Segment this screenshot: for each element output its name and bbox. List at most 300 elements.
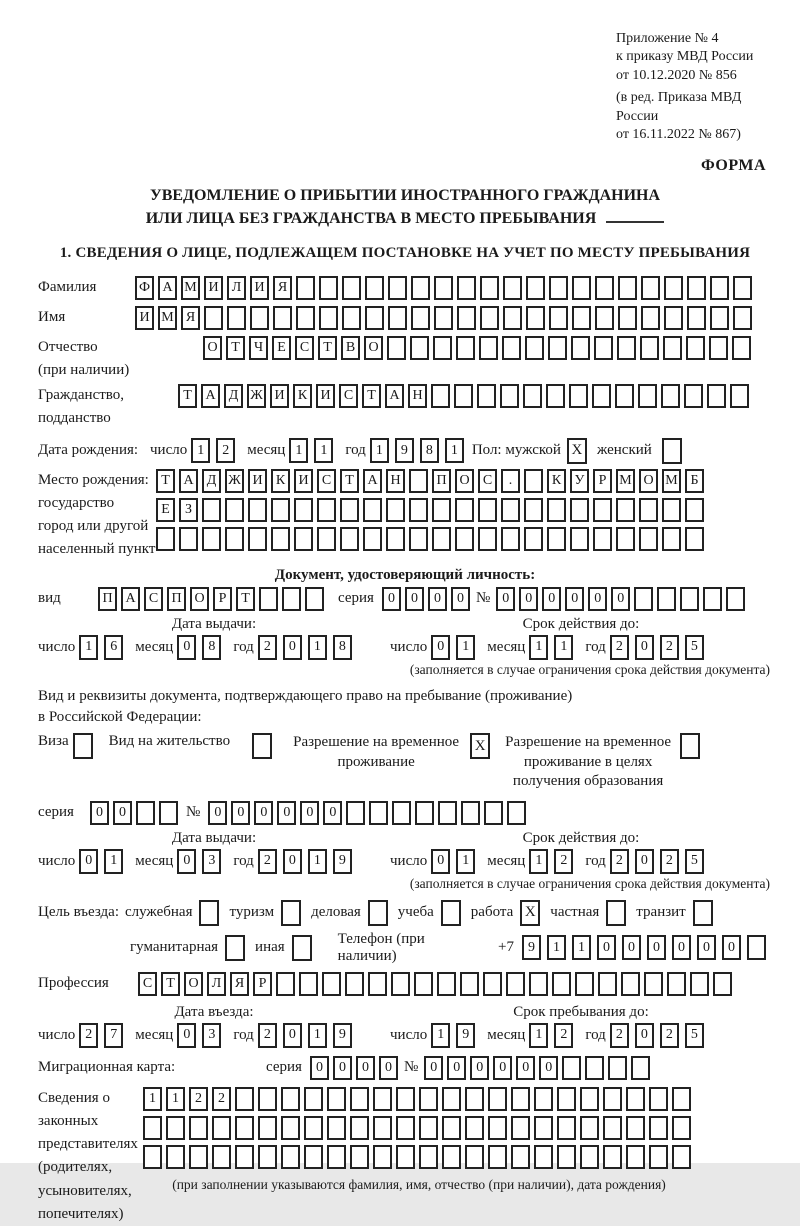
- char-cell[interactable]: 0: [283, 849, 302, 874]
- char-cell[interactable]: [386, 527, 405, 551]
- char-cell[interactable]: 0: [635, 1023, 654, 1048]
- char-cell[interactable]: [478, 527, 497, 551]
- char-cell[interactable]: [480, 276, 499, 300]
- char-cell[interactable]: [615, 384, 634, 408]
- char-cell[interactable]: Ж: [247, 384, 266, 408]
- char-cell[interactable]: [618, 276, 637, 300]
- char-cell[interactable]: [363, 527, 382, 551]
- char-cell[interactable]: [396, 1145, 415, 1169]
- char-cell[interactable]: [457, 306, 476, 330]
- char-cell[interactable]: [548, 336, 567, 360]
- char-cell[interactable]: 2: [79, 1023, 98, 1048]
- char-cell[interactable]: [641, 306, 660, 330]
- char-cell[interactable]: [350, 1087, 369, 1111]
- char-cell[interactable]: [626, 1145, 645, 1169]
- char-cell[interactable]: [282, 587, 301, 611]
- char-cell[interactable]: Т: [226, 336, 245, 360]
- char-cell[interactable]: [461, 801, 480, 825]
- char-cell[interactable]: 1: [104, 849, 123, 874]
- char-cell[interactable]: [663, 336, 682, 360]
- char-cell[interactable]: [322, 972, 341, 996]
- char-cell[interactable]: [304, 1145, 323, 1169]
- char-cell[interactable]: [672, 1145, 691, 1169]
- char-cell[interactable]: [664, 306, 683, 330]
- char-cell[interactable]: [603, 1145, 622, 1169]
- char-cell[interactable]: [431, 384, 450, 408]
- char-cell[interactable]: 1: [529, 635, 548, 660]
- char-cell[interactable]: [616, 498, 635, 522]
- char-cell[interactable]: Н: [408, 384, 427, 408]
- char-cell[interactable]: 0: [647, 935, 666, 960]
- char-cell[interactable]: [296, 306, 315, 330]
- char-cell[interactable]: К: [293, 384, 312, 408]
- char-cell[interactable]: М: [662, 469, 681, 493]
- char-cell[interactable]: [644, 972, 663, 996]
- char-cell[interactable]: [373, 1116, 392, 1140]
- char-cell[interactable]: Н: [386, 469, 405, 493]
- char-cell[interactable]: И: [204, 276, 223, 300]
- char-cell[interactable]: Р: [213, 587, 232, 611]
- char-cell[interactable]: 0: [588, 587, 607, 611]
- residence-permit-checkbox[interactable]: [252, 733, 272, 759]
- char-cell[interactable]: 1: [191, 438, 210, 463]
- char-cell[interactable]: [524, 527, 543, 551]
- char-cell[interactable]: [524, 469, 543, 493]
- char-cell[interactable]: [686, 336, 705, 360]
- char-cell[interactable]: [350, 1116, 369, 1140]
- char-cell[interactable]: [709, 336, 728, 360]
- char-cell[interactable]: [483, 972, 502, 996]
- char-cell[interactable]: [595, 306, 614, 330]
- char-cell[interactable]: П: [432, 469, 451, 493]
- char-cell[interactable]: [434, 276, 453, 300]
- char-cell[interactable]: [442, 1145, 461, 1169]
- char-cell[interactable]: [733, 276, 752, 300]
- char-cell[interactable]: 0: [277, 801, 296, 825]
- char-cell[interactable]: О: [455, 469, 474, 493]
- char-cell[interactable]: [733, 306, 752, 330]
- char-cell[interactable]: 1: [529, 849, 548, 874]
- char-cell[interactable]: [432, 527, 451, 551]
- char-cell[interactable]: [143, 1116, 162, 1140]
- char-cell[interactable]: 1: [289, 438, 308, 463]
- char-cell[interactable]: [570, 527, 589, 551]
- char-cell[interactable]: [281, 1116, 300, 1140]
- char-cell[interactable]: [525, 336, 544, 360]
- char-cell[interactable]: 0: [323, 801, 342, 825]
- char-cell[interactable]: 9: [333, 849, 352, 874]
- char-cell[interactable]: М: [616, 469, 635, 493]
- char-cell[interactable]: [391, 972, 410, 996]
- char-cell[interactable]: [626, 1087, 645, 1111]
- char-cell[interactable]: 0: [447, 1056, 466, 1080]
- char-cell[interactable]: [438, 801, 457, 825]
- char-cell[interactable]: 5: [685, 1023, 704, 1048]
- char-cell[interactable]: А: [385, 384, 404, 408]
- char-cell[interactable]: [603, 1116, 622, 1140]
- char-cell[interactable]: [547, 527, 566, 551]
- char-cell[interactable]: 1: [370, 438, 389, 463]
- purpose-work-checkbox[interactable]: X: [520, 900, 540, 926]
- char-cell[interactable]: [557, 1145, 576, 1169]
- char-cell[interactable]: [227, 306, 246, 330]
- char-cell[interactable]: [480, 306, 499, 330]
- char-cell[interactable]: [549, 276, 568, 300]
- char-cell[interactable]: [363, 498, 382, 522]
- char-cell[interactable]: [571, 336, 590, 360]
- char-cell[interactable]: [454, 384, 473, 408]
- char-cell[interactable]: 1: [308, 1023, 327, 1048]
- purpose-humanitarian-checkbox[interactable]: [225, 935, 245, 961]
- char-cell[interactable]: И: [316, 384, 335, 408]
- char-cell[interactable]: [273, 306, 292, 330]
- char-cell[interactable]: 0: [208, 801, 227, 825]
- char-cell[interactable]: [534, 1145, 553, 1169]
- char-cell[interactable]: 0: [428, 587, 447, 611]
- char-cell[interactable]: Е: [272, 336, 291, 360]
- char-cell[interactable]: Т: [340, 469, 359, 493]
- char-cell[interactable]: [304, 1087, 323, 1111]
- char-cell[interactable]: [250, 306, 269, 330]
- char-cell[interactable]: 2: [258, 849, 277, 874]
- char-cell[interactable]: [687, 306, 706, 330]
- char-cell[interactable]: 8: [420, 438, 439, 463]
- char-cell[interactable]: [319, 306, 338, 330]
- char-cell[interactable]: [411, 276, 430, 300]
- char-cell[interactable]: Д: [224, 384, 243, 408]
- char-cell[interactable]: [409, 527, 428, 551]
- char-cell[interactable]: [456, 336, 475, 360]
- char-cell[interactable]: Б: [685, 469, 704, 493]
- char-cell[interactable]: [415, 801, 434, 825]
- char-cell[interactable]: 2: [189, 1087, 208, 1111]
- char-cell[interactable]: 8: [202, 635, 221, 660]
- char-cell[interactable]: [477, 384, 496, 408]
- char-cell[interactable]: Я: [181, 306, 200, 330]
- char-cell[interactable]: 0: [356, 1056, 375, 1080]
- char-cell[interactable]: [296, 276, 315, 300]
- char-cell[interactable]: [386, 498, 405, 522]
- char-cell[interactable]: [598, 972, 617, 996]
- char-cell[interactable]: [478, 498, 497, 522]
- char-cell[interactable]: О: [639, 469, 658, 493]
- char-cell[interactable]: [258, 1145, 277, 1169]
- char-cell[interactable]: [340, 527, 359, 551]
- char-cell[interactable]: З: [179, 498, 198, 522]
- char-cell[interactable]: [664, 276, 683, 300]
- char-cell[interactable]: [235, 1087, 254, 1111]
- char-cell[interactable]: 0: [451, 587, 470, 611]
- char-cell[interactable]: 0: [470, 1056, 489, 1080]
- char-cell[interactable]: И: [250, 276, 269, 300]
- char-cell[interactable]: 1: [547, 935, 566, 960]
- char-cell[interactable]: [340, 498, 359, 522]
- purpose-other-checkbox[interactable]: [292, 935, 312, 961]
- purpose-business-checkbox[interactable]: [368, 900, 388, 926]
- char-cell[interactable]: 1: [554, 635, 573, 660]
- char-cell[interactable]: [580, 1145, 599, 1169]
- char-cell[interactable]: 0: [493, 1056, 512, 1080]
- char-cell[interactable]: О: [184, 972, 203, 996]
- char-cell[interactable]: 2: [258, 635, 277, 660]
- char-cell[interactable]: [640, 336, 659, 360]
- char-cell[interactable]: [327, 1116, 346, 1140]
- char-cell[interactable]: [500, 384, 519, 408]
- char-cell[interactable]: [710, 306, 729, 330]
- char-cell[interactable]: 0: [254, 801, 273, 825]
- char-cell[interactable]: 0: [177, 849, 196, 874]
- char-cell[interactable]: [552, 972, 571, 996]
- char-cell[interactable]: Т: [318, 336, 337, 360]
- char-cell[interactable]: И: [270, 384, 289, 408]
- char-cell[interactable]: 2: [660, 1023, 679, 1048]
- char-cell[interactable]: [593, 498, 612, 522]
- char-cell[interactable]: 9: [395, 438, 414, 463]
- char-cell[interactable]: [575, 972, 594, 996]
- char-cell[interactable]: 6: [104, 635, 123, 660]
- char-cell[interactable]: [506, 972, 525, 996]
- char-cell[interactable]: [662, 498, 681, 522]
- char-cell[interactable]: [396, 1087, 415, 1111]
- char-cell[interactable]: 2: [554, 1023, 573, 1048]
- char-cell[interactable]: [657, 587, 676, 611]
- char-cell[interactable]: [159, 801, 178, 825]
- char-cell[interactable]: 0: [79, 849, 98, 874]
- char-cell[interactable]: [631, 1056, 650, 1080]
- char-cell[interactable]: 1: [572, 935, 591, 960]
- char-cell[interactable]: [713, 972, 732, 996]
- char-cell[interactable]: 5: [685, 635, 704, 660]
- char-cell[interactable]: Ф: [135, 276, 154, 300]
- char-cell[interactable]: [365, 276, 384, 300]
- char-cell[interactable]: [156, 527, 175, 551]
- char-cell[interactable]: 0: [379, 1056, 398, 1080]
- char-cell[interactable]: Т: [178, 384, 197, 408]
- char-cell[interactable]: [419, 1116, 438, 1140]
- char-cell[interactable]: 0: [424, 1056, 443, 1080]
- char-cell[interactable]: 9: [522, 935, 541, 960]
- char-cell[interactable]: [455, 498, 474, 522]
- char-cell[interactable]: [143, 1145, 162, 1169]
- char-cell[interactable]: 0: [635, 849, 654, 874]
- char-cell[interactable]: 1: [314, 438, 333, 463]
- char-cell[interactable]: Р: [253, 972, 272, 996]
- char-cell[interactable]: 0: [496, 587, 515, 611]
- char-cell[interactable]: [570, 498, 589, 522]
- char-cell[interactable]: 0: [722, 935, 741, 960]
- char-cell[interactable]: [342, 306, 361, 330]
- char-cell[interactable]: О: [203, 336, 222, 360]
- char-cell[interactable]: 0: [177, 635, 196, 660]
- char-cell[interactable]: К: [547, 469, 566, 493]
- char-cell[interactable]: [511, 1116, 530, 1140]
- char-cell[interactable]: [534, 1087, 553, 1111]
- char-cell[interactable]: [248, 527, 267, 551]
- char-cell[interactable]: А: [121, 587, 140, 611]
- char-cell[interactable]: 1: [143, 1087, 162, 1111]
- char-cell[interactable]: [179, 527, 198, 551]
- char-cell[interactable]: [136, 801, 155, 825]
- char-cell[interactable]: [546, 384, 565, 408]
- char-cell[interactable]: [501, 527, 520, 551]
- char-cell[interactable]: [317, 527, 336, 551]
- char-cell[interactable]: [726, 587, 745, 611]
- char-cell[interactable]: 1: [445, 438, 464, 463]
- char-cell[interactable]: 5: [685, 849, 704, 874]
- char-cell[interactable]: [350, 1145, 369, 1169]
- char-cell[interactable]: [707, 384, 726, 408]
- char-cell[interactable]: [685, 527, 704, 551]
- char-cell[interactable]: Д: [202, 469, 221, 493]
- char-cell[interactable]: 2: [216, 438, 235, 463]
- char-cell[interactable]: [703, 587, 722, 611]
- char-cell[interactable]: [685, 498, 704, 522]
- char-cell[interactable]: [465, 1116, 484, 1140]
- char-cell[interactable]: 8: [333, 635, 352, 660]
- char-cell[interactable]: 2: [554, 849, 573, 874]
- temp-permit-checkbox[interactable]: X: [470, 733, 490, 759]
- char-cell[interactable]: [365, 306, 384, 330]
- char-cell[interactable]: [618, 306, 637, 330]
- char-cell[interactable]: [484, 801, 503, 825]
- char-cell[interactable]: [730, 384, 749, 408]
- char-cell[interactable]: [189, 1145, 208, 1169]
- char-cell[interactable]: [388, 306, 407, 330]
- char-cell[interactable]: С: [138, 972, 157, 996]
- char-cell[interactable]: [409, 498, 428, 522]
- char-cell[interactable]: [305, 587, 324, 611]
- char-cell[interactable]: [342, 276, 361, 300]
- char-cell[interactable]: [248, 498, 267, 522]
- char-cell[interactable]: [327, 1087, 346, 1111]
- char-cell[interactable]: Я: [230, 972, 249, 996]
- char-cell[interactable]: [501, 498, 520, 522]
- char-cell[interactable]: 2: [610, 849, 629, 874]
- char-cell[interactable]: В: [341, 336, 360, 360]
- char-cell[interactable]: [396, 1116, 415, 1140]
- char-cell[interactable]: 3: [202, 849, 221, 874]
- char-cell[interactable]: [672, 1116, 691, 1140]
- char-cell[interactable]: [212, 1145, 231, 1169]
- char-cell[interactable]: [433, 336, 452, 360]
- char-cell[interactable]: [662, 527, 681, 551]
- char-cell[interactable]: [747, 935, 766, 960]
- char-cell[interactable]: 0: [431, 635, 450, 660]
- char-cell[interactable]: 2: [258, 1023, 277, 1048]
- char-cell[interactable]: [166, 1116, 185, 1140]
- char-cell[interactable]: [569, 384, 588, 408]
- char-cell[interactable]: С: [295, 336, 314, 360]
- char-cell[interactable]: [442, 1116, 461, 1140]
- char-cell[interactable]: 7: [104, 1023, 123, 1048]
- char-cell[interactable]: [488, 1087, 507, 1111]
- char-cell[interactable]: [225, 527, 244, 551]
- char-cell[interactable]: 2: [660, 635, 679, 660]
- char-cell[interactable]: [557, 1116, 576, 1140]
- char-cell[interactable]: 0: [382, 587, 401, 611]
- char-cell[interactable]: [638, 384, 657, 408]
- char-cell[interactable]: И: [135, 306, 154, 330]
- char-cell[interactable]: 0: [542, 587, 561, 611]
- char-cell[interactable]: [529, 972, 548, 996]
- char-cell[interactable]: 9: [333, 1023, 352, 1048]
- char-cell[interactable]: [562, 1056, 581, 1080]
- char-cell[interactable]: 0: [431, 849, 450, 874]
- char-cell[interactable]: [639, 527, 658, 551]
- char-cell[interactable]: 2: [610, 635, 629, 660]
- char-cell[interactable]: [649, 1116, 668, 1140]
- char-cell[interactable]: [411, 306, 430, 330]
- char-cell[interactable]: [661, 384, 680, 408]
- char-cell[interactable]: [235, 1116, 254, 1140]
- char-cell[interactable]: [455, 527, 474, 551]
- char-cell[interactable]: [419, 1145, 438, 1169]
- char-cell[interactable]: 1: [431, 1023, 450, 1048]
- char-cell[interactable]: [680, 587, 699, 611]
- char-cell[interactable]: [294, 498, 313, 522]
- char-cell[interactable]: [488, 1116, 507, 1140]
- char-cell[interactable]: [667, 972, 686, 996]
- char-cell[interactable]: 1: [308, 849, 327, 874]
- char-cell[interactable]: [526, 306, 545, 330]
- char-cell[interactable]: [634, 587, 653, 611]
- char-cell[interactable]: А: [158, 276, 177, 300]
- char-cell[interactable]: У: [570, 469, 589, 493]
- char-cell[interactable]: [465, 1145, 484, 1169]
- char-cell[interactable]: [595, 276, 614, 300]
- char-cell[interactable]: [409, 469, 428, 493]
- char-cell[interactable]: [594, 336, 613, 360]
- char-cell[interactable]: [419, 1087, 438, 1111]
- char-cell[interactable]: 1: [456, 849, 475, 874]
- char-cell[interactable]: [580, 1087, 599, 1111]
- char-cell[interactable]: 0: [283, 1023, 302, 1048]
- char-cell[interactable]: [488, 1145, 507, 1169]
- char-cell[interactable]: [202, 527, 221, 551]
- char-cell[interactable]: И: [248, 469, 267, 493]
- sex-female-checkbox[interactable]: [662, 438, 682, 464]
- char-cell[interactable]: [189, 1116, 208, 1140]
- char-cell[interactable]: 0: [300, 801, 319, 825]
- char-cell[interactable]: С: [144, 587, 163, 611]
- char-cell[interactable]: [457, 276, 476, 300]
- char-cell[interactable]: [346, 801, 365, 825]
- char-cell[interactable]: 0: [635, 635, 654, 660]
- char-cell[interactable]: 0: [333, 1056, 352, 1080]
- char-cell[interactable]: 0: [565, 587, 584, 611]
- char-cell[interactable]: [327, 1145, 346, 1169]
- char-cell[interactable]: [369, 801, 388, 825]
- char-cell[interactable]: [388, 276, 407, 300]
- char-cell[interactable]: [442, 1087, 461, 1111]
- char-cell[interactable]: [523, 384, 542, 408]
- char-cell[interactable]: 3: [202, 1023, 221, 1048]
- char-cell[interactable]: 0: [310, 1056, 329, 1080]
- char-cell[interactable]: С: [339, 384, 358, 408]
- char-cell[interactable]: О: [190, 587, 209, 611]
- char-cell[interactable]: 0: [405, 587, 424, 611]
- char-cell[interactable]: [672, 1087, 691, 1111]
- char-cell[interactable]: К: [271, 469, 290, 493]
- char-cell[interactable]: [281, 1087, 300, 1111]
- purpose-transit-checkbox[interactable]: [693, 900, 713, 926]
- char-cell[interactable]: [460, 972, 479, 996]
- char-cell[interactable]: [258, 1116, 277, 1140]
- char-cell[interactable]: [649, 1087, 668, 1111]
- char-cell[interactable]: [345, 972, 364, 996]
- char-cell[interactable]: 0: [231, 801, 250, 825]
- char-cell[interactable]: [373, 1145, 392, 1169]
